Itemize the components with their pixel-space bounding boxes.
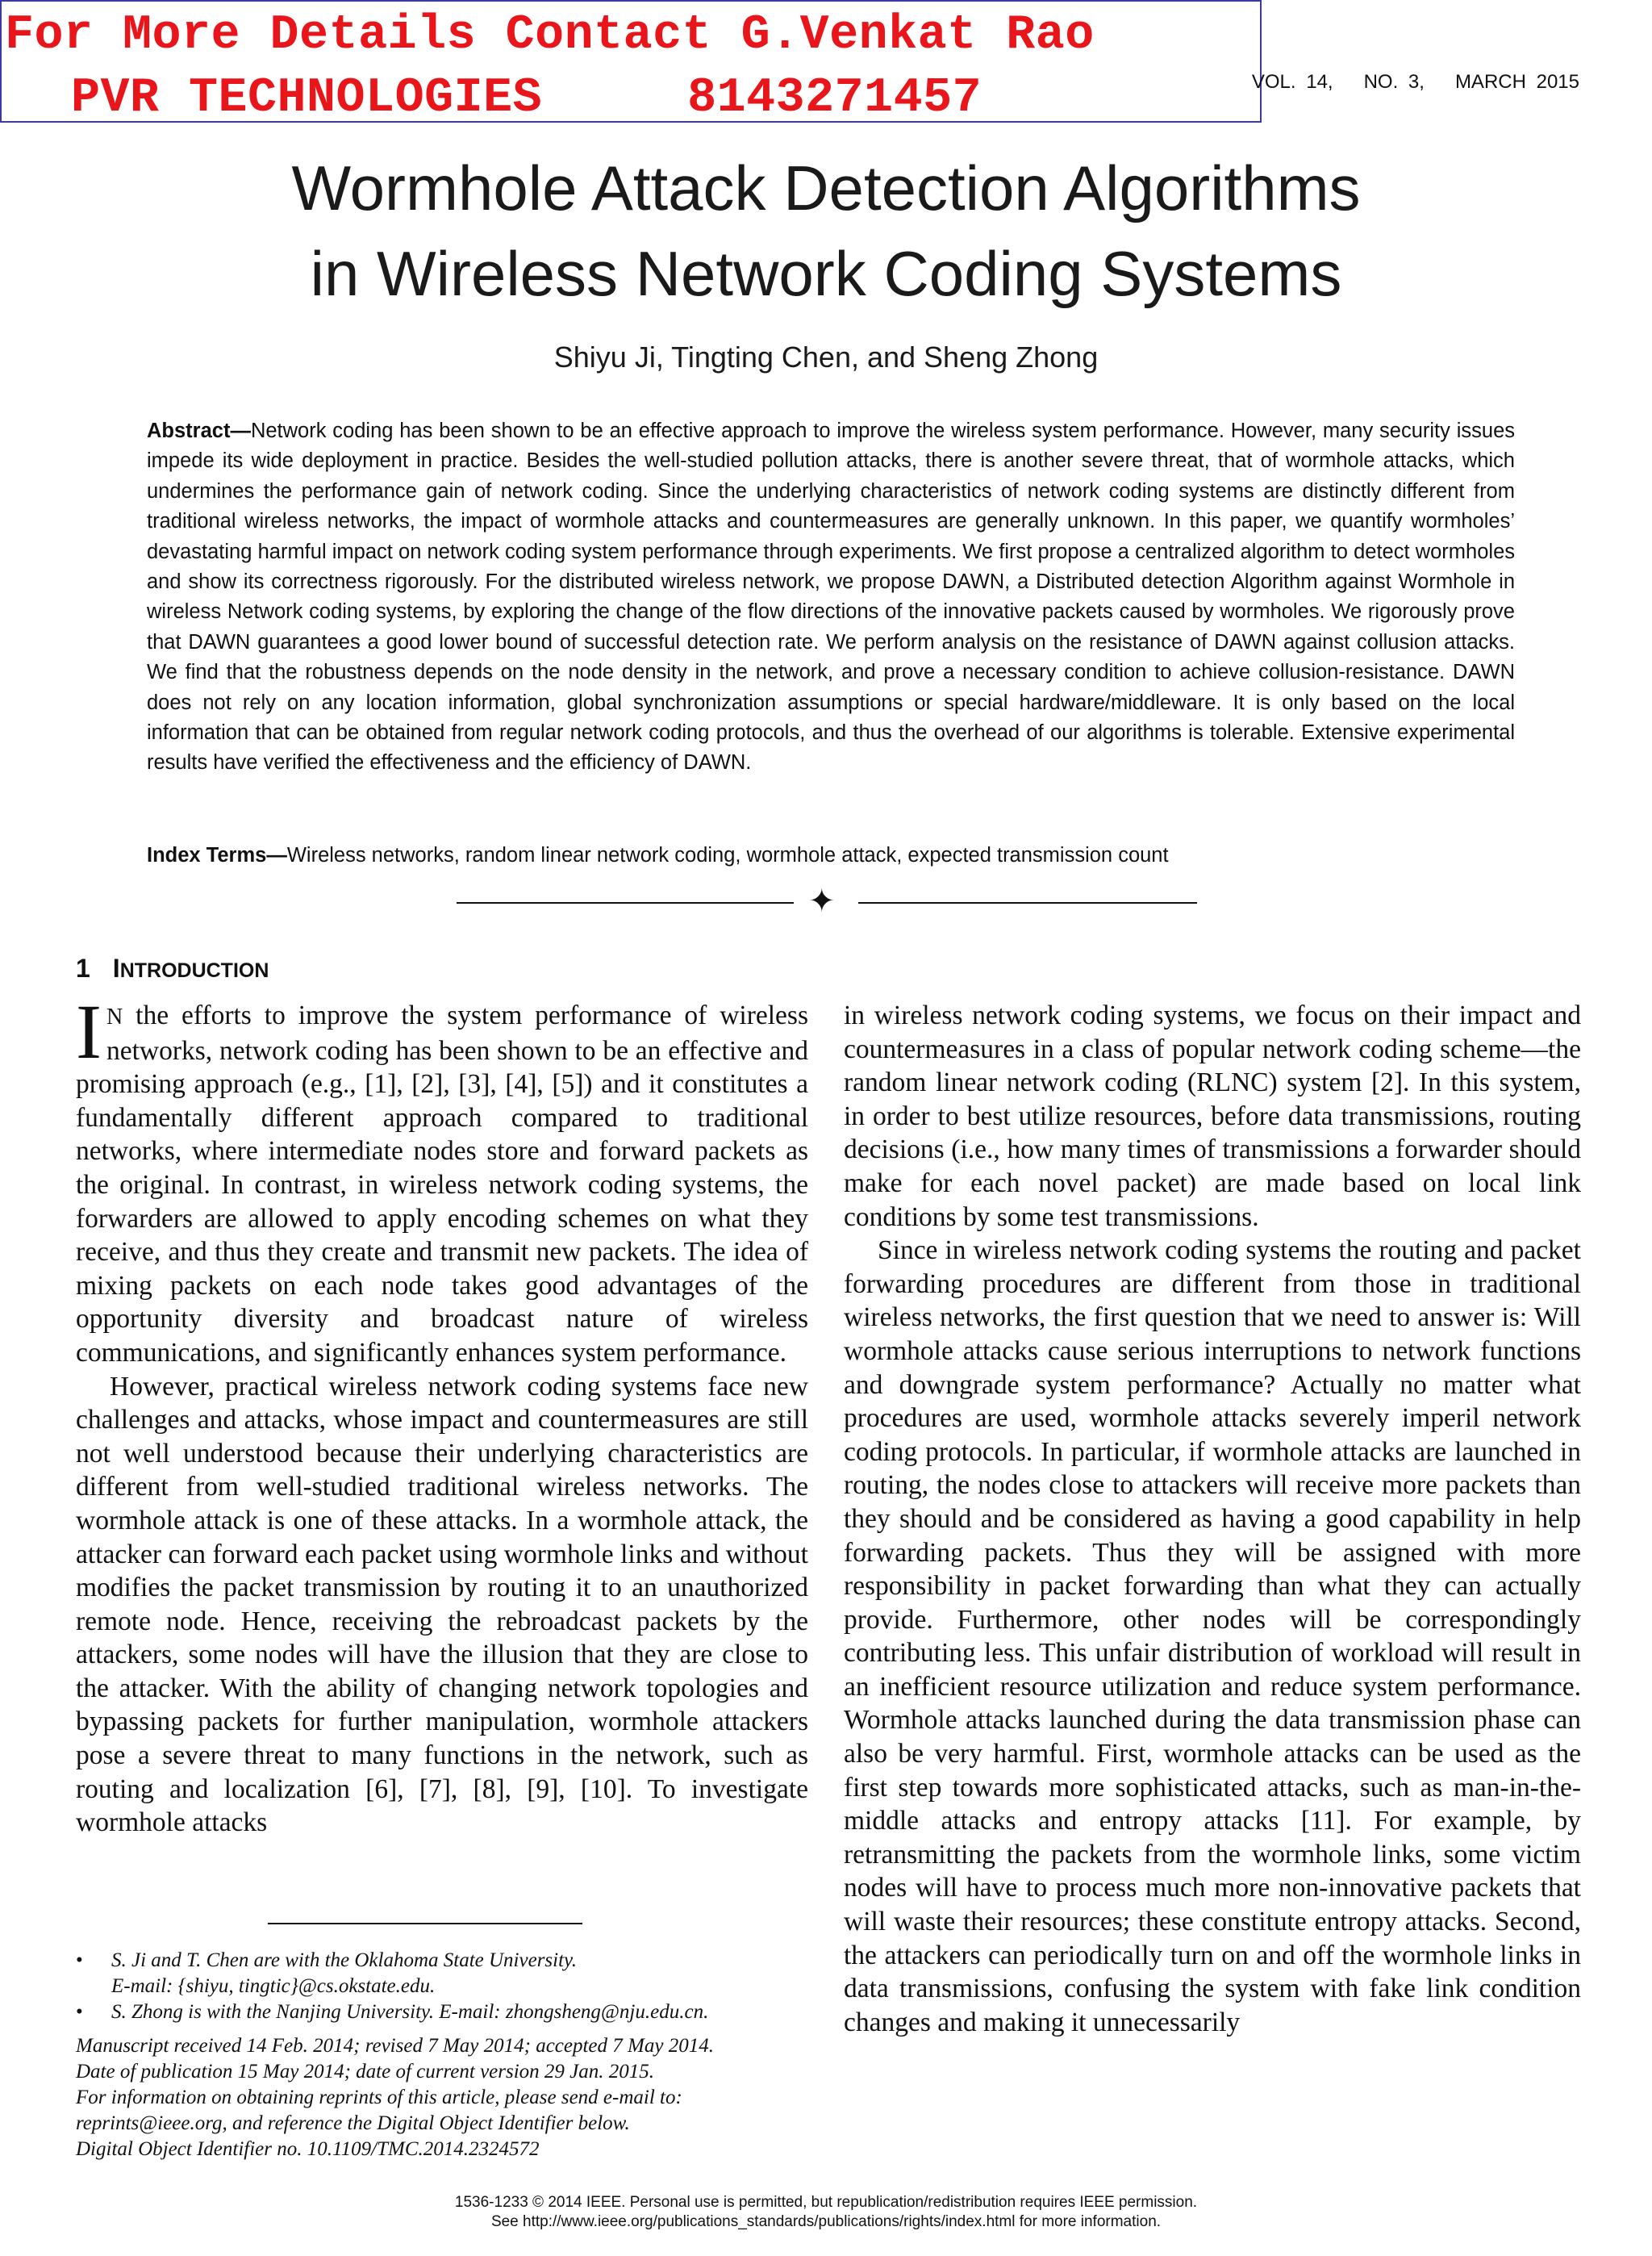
rights-link-line: See http://www.ieee.org/publications_standards/publications/rights/index.html for more information. [490, 2213, 1162, 2230]
divider-ornament-icon: ✦ [808, 883, 836, 920]
bullet-icon: • [76, 1949, 83, 1971]
paragraph: However, practical wireless network coding systems face new challenges and attacks, whose impact and countermeasures are still not well understood because their underlying characteristics are different from well-studied traditional wireless networks. The wormhole attack is one of these attacks. In a wormhole attack, the attacker can forward each packet using wormhole links and without modifies the packet transmission by routing it to an unauthorized remote node. Hence, receiving the rebroadcast packets by the attackers, some nodes will have the illusion that they are close to the attacker. With the ability of changing network topologies and bypassing packets for further manipulation, wormhole attackers pose a severe threat to many functions in the network, such as routing and localization [6], [7], [8], [9], [10]. To investigate wormhole attacks [76, 1371, 808, 1838]
reprints-info-2: reprints@ieee.org, and reference the Digital Object Identifier below. [76, 2112, 630, 2134]
reprints-info: For information on obtaining reprints of this article, please send e-mail to: [76, 2087, 682, 2108]
journal-volume-info: VOL. 14, NO. 3, MARCH 2015 [1251, 71, 1579, 93]
abstract-text: Network coding has been shown to be an effective approach to improve the wireless system performance. However, many security issues impede its wide deployment in practice. Besides the well-studied pollution attacks, there is another severe threat, that of wormhole attacks, which undermines the performance gain of network coding. Since the underlying characteristics of network coding systems are distinctly different from traditional wireless networks, the impact of wormhole attacks and countermeasures are generally unknown. In this paper, we quantify wormholes’ devastating harmful impact on network coding system performance through experiments. We first propose a centralized algorithm to detect wormholes and show its correctness rigorously. For the distributed wireless network, we propose DAWN, a Distributed detection Algorithm against Wormhole in wireless Network coding systems, by exploring the change of the flow directions of the innovative packets caused by wormholes. We rigorously prove that DAWN guarantees a good lower bound of successful detection rate. We perform analysis on the resistance of DAWN against collusion attacks. We find that the robustness depends on the node density in the network, and prove a necessary condition to achieve collusion-resistance. DAWN does not rely on any location information, global synchronization assumptions or special hardware/middleware. It is only based on the local information that can be obtained from regular network coding protocols, and thus the overhead of our algorithms is tolerable. Extensive experimental results have verified the effectiveness and the efficiency of DAWN. [147, 420, 1515, 775]
affiliation-item [76, 1999, 808, 2025]
banner-company-line [71, 71, 982, 126]
affiliation-item [76, 1948, 808, 1999]
doi: Digital Object Identifier no. 10.1109/TMC.2014.2324572 [76, 2138, 540, 2160]
footnote-rule [268, 1923, 582, 1924]
section-heading [76, 954, 269, 984]
title-line-1: Wormhole Attack Detection Algorithms [291, 152, 1361, 224]
index-terms-label: Index Terms— [147, 844, 287, 867]
publication-dates: Date of publication 15 May 2014; date of current version 29 Jan. 2015. [76, 2061, 655, 2083]
manuscript-dates: Manuscript received 14 Feb. 2014; revised 7 May 2014; accepted 7 May 2014. [76, 2035, 714, 2057]
paper-title [0, 145, 1652, 316]
paragraph: in wireless network coding systems, we focus on their impact and countermeasures in a class of popular network coding scheme—the random linear network coding (RLNC) system [2]. In this system, in order to best utilize resources, before data transmissions, routing decisions (i.e., how many times of transmissions a forwarder should make for each novel packet) are made based on local link conditions by some test transmissions. [844, 1001, 1581, 1232]
divider-line-right [858, 902, 1197, 904]
abstract [147, 416, 1515, 779]
title-line-2: in Wireless Network Coding Systems [310, 238, 1342, 309]
drop-cap-followup: N [106, 1005, 123, 1030]
body-column-left [76, 988, 808, 1840]
divider-line-left [457, 902, 794, 904]
section-title-rest: NTRODUCTION [119, 959, 269, 982]
footnotes [76, 1948, 808, 2162]
affiliation-text: S. Zhong is with the Nanjing University. E-mail: zhongsheng@nju.edu.cn. [111, 2001, 709, 2023]
index-terms-text: Wireless networks, random linear network coding, wormhole attack, expected transmission count [286, 844, 1169, 867]
paragraph-text: the efforts to improve the system performance of wireless networks, network coding has been shown to be an effective and promising approach (e.g., [1], [2], [3], [4], [5]) and it constitutes a fundamentally different approach compared to traditional networks, where intermediate nodes store and forward packets as the original. In contrast, in wireless network coding systems, the forwarders are allowed to apply encoding schemes on what they receive, and thus they create and transmit new packets. The idea of mixing packets on each node takes good advantages of the opportunity diversity and broadcast nature of wireless communications, and significantly enhances system performance. [76, 1001, 808, 1368]
banner-phone: 8143271457 [687, 71, 982, 126]
section-title-first: I [112, 954, 120, 983]
paragraph [76, 988, 808, 1370]
bullet-icon: • [76, 2001, 83, 2023]
contact-banner [0, 0, 1262, 126]
copyright-footer [0, 2193, 1652, 2232]
affiliation-text: S. Ji and T. Chen are with the Oklahoma State University. [111, 1949, 578, 1971]
drop-cap: I [76, 988, 102, 1075]
copyright-line: 1536-1233 © 2014 IEEE. Personal use is permitted, but republication/redistribution requires IEEE permission. [454, 2194, 1198, 2211]
index-terms [147, 841, 1515, 870]
section-number: 1 [76, 954, 90, 983]
paragraph: Since in wireless network coding systems the routing and packet forwarding procedures are different from those in traditional wireless networks, the first question that we need to answer is: Will wormhole attacks cause serious interruptions to network functions and downgrade system performance? Actually no matter what procedures are used, wormhole attacks severely imperil network coding protocols. In particular, if wormhole attacks are launched in routing, the nodes close to attackers will receive more packets than they should and be considered as having a good capability in help forwarding packets. Thus they will be assigned with more responsibility in packet forwarding than what they can actually provide. Furthermore, other nodes will be correspondingly contributing less. This unfair distribution of workload will result in an inefficient resource utilization and reduce system performance. Wormhole attacks launched during the data transmission phase can also be very harmful. First, wormhole attacks can be used as the first step towards more sophisticated attacks, such as man-in-the-middle attacks and entropy attacks [11]. For example, by retransmitting the packets from the wormhole links, some victim nodes will have to process much more non-innovative packets that will waste their resources; these constitute entropy attacks. Second, the attackers can periodically turn on and off the wormhole links in data transmissions, confusing the system with fake link condition changes and making it unnecessarily [844, 1235, 1581, 2037]
body-column-right [844, 999, 1581, 2039]
banner-contact-line: For More Details Contact G.Venkat Rao [5, 8, 1095, 63]
affiliation-list [76, 1948, 808, 2025]
banner-company: PVR TECHNOLOGIES [71, 71, 543, 126]
affiliation-email: E-mail: {shiyu, tingtic}@cs.okstate.edu. [111, 1975, 436, 1997]
abstract-label: Abstract— [147, 420, 251, 442]
paper-authors: Shiyu Ji, Tingting Chen, and Sheng Zhong [553, 340, 1099, 374]
